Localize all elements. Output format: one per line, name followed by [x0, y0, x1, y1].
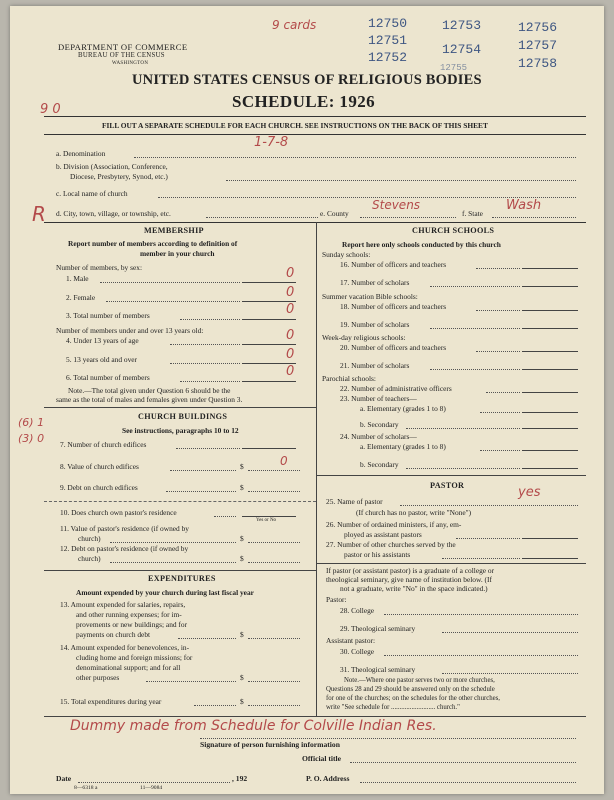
q5-over13-label: 5. 13 years old and over [66, 355, 138, 364]
summer-label: Summer vacation Bible schools: [322, 292, 418, 301]
dollar-sign: $ [240, 462, 244, 471]
q15-field[interactable] [248, 705, 300, 706]
expenditures-sub: Amount expended by your church during last fiscal year [76, 588, 254, 597]
handwritten-margin-6: (6) 1 [18, 416, 45, 429]
weekday-label: Week-day religious schools: [322, 333, 406, 342]
schedule-title: SCHEDULE: 1926 [232, 92, 376, 111]
q30-field[interactable] [384, 655, 578, 656]
schools-sub: Report here only schools conducted by this church [342, 240, 501, 249]
q31-field[interactable] [442, 673, 578, 674]
stamp-number: 12755 [440, 63, 468, 73]
denomination-field[interactable] [134, 157, 576, 158]
q22-field[interactable] [522, 392, 578, 393]
q26-label-2: ployed as assistant pastors [344, 530, 422, 539]
denomination-label: a. Denomination [56, 149, 106, 158]
q16-field[interactable] [522, 268, 578, 269]
q13-label: 13. Amount expended for salaries, repairs, [60, 600, 186, 609]
sunday-label: Sunday schools: [322, 250, 371, 259]
q23b-label: b. Secondary [360, 420, 399, 429]
q3-value: 0 [286, 302, 295, 317]
division-field[interactable] [226, 180, 576, 181]
q18-field[interactable] [522, 310, 578, 311]
q14-label-4: other purposes [76, 673, 120, 682]
q29-label: 29. Theological seminary [340, 624, 416, 633]
by-sex-label: Number of members, by sex: [56, 263, 142, 272]
handwritten-county: Stevens [372, 198, 421, 212]
q23b-field[interactable] [522, 428, 578, 429]
q1-value: 0 [286, 266, 295, 281]
parochial-label: Parochial schools: [322, 374, 376, 383]
q27-field[interactable] [522, 558, 578, 559]
pastor-note: Note.—Where one pastor serves two or more churches, [344, 677, 495, 684]
graduate-intro-2: theological seminary, give name of institution below. (If [326, 575, 492, 584]
county-field[interactable] [360, 217, 456, 218]
q26-label: 26. Number of ordained ministers, if any, em- [326, 520, 462, 529]
q12-label-2: church) [78, 554, 101, 563]
q24a-label: a. Elementary (grades 1 to 8) [360, 442, 446, 451]
po-address-field[interactable] [360, 782, 576, 783]
year-label: , 192 [232, 774, 248, 783]
handwritten-cards: 9 cards [272, 18, 317, 32]
q28-field[interactable] [384, 614, 578, 615]
q13-field[interactable] [248, 638, 300, 639]
dollar-sign: $ [240, 630, 244, 639]
q24b-field[interactable] [522, 468, 578, 469]
q24a-field[interactable] [522, 450, 578, 451]
q8-field[interactable] [248, 470, 300, 471]
q14-field[interactable] [248, 681, 300, 682]
po-address-label: P. O. Address [306, 774, 350, 783]
q21-label: 21. Number of scholars [340, 361, 410, 370]
handwritten-signature: Dummy made from Schedule for Colville Indian Res. [70, 718, 437, 734]
q17-label: 17. Number of scholars [340, 278, 410, 287]
stamp-number: 12753 [442, 18, 482, 33]
q27-label: 27. Number of other churches served by the [326, 540, 456, 549]
membership-note-2: same as the total of males and females given under Question 3. [56, 395, 243, 404]
official-title-label: Official title [302, 754, 342, 763]
official-title-field[interactable] [350, 762, 576, 763]
q18-label: 18. Number of officers and teachers [340, 302, 447, 311]
q10-label: 10. Does church own pastor's residence [60, 508, 177, 517]
dollar-sign: $ [240, 483, 244, 492]
stamp-number: 12750 [368, 16, 408, 31]
q3-total-label: 3. Total number of members [66, 311, 150, 320]
q2-female-label: 2. Female [66, 293, 96, 302]
q23a-field[interactable] [522, 412, 578, 413]
local-name-label: c. Local name of church [56, 189, 128, 198]
q14-label: 14. Amount expended for benevolences, in- [60, 643, 190, 652]
q13-label-3: provements or new buildings; and for [76, 620, 188, 629]
graduate-intro-3: not a graduate, write "No" in the space indicated.) [340, 584, 488, 593]
q25-field[interactable] [400, 505, 578, 506]
stamp-number: 12751 [368, 33, 408, 48]
q10-field[interactable] [242, 516, 296, 517]
q11-label-2: church) [78, 534, 101, 543]
q16-label: 16. Number of officers and teachers [340, 260, 447, 269]
q24-label: 24. Number of scholars— [340, 432, 417, 441]
pastor-note-3: for one of the churches; on the schedules for the other churches, [326, 695, 501, 702]
county-label: e. County [320, 209, 349, 218]
handwritten-denomination-code: 1-7-8 [254, 135, 289, 150]
q20-label: 20. Number of officers and teachers [340, 343, 447, 352]
q23a-label: a. Elementary (grades 1 to 8) [360, 404, 446, 413]
dollar-sign: $ [240, 534, 244, 543]
signature-label: Signature of person furnishing information [200, 740, 340, 749]
stamp-number: 12752 [368, 50, 408, 65]
print-code: 11—9084 [140, 785, 163, 791]
q12-field[interactable] [248, 562, 300, 563]
q5-value: 0 [286, 347, 295, 362]
q24b-label: b. Secondary [360, 460, 399, 469]
q4-under13-label: 4. Under 13 years of age [66, 336, 139, 345]
stamp-number: 12758 [518, 56, 558, 71]
q9-field[interactable] [248, 491, 300, 492]
q17-field[interactable] [522, 286, 578, 287]
form-title: UNITED STATES CENSUS OF RELIGIOUS BODIES [132, 72, 482, 88]
form-number: 8—6318 a [74, 785, 98, 791]
stamp-number: 12754 [442, 42, 482, 57]
date-field[interactable] [78, 782, 230, 783]
signature-field[interactable] [200, 738, 576, 739]
instruction-text: FILL OUT A SEPARATE SCHEDULE FOR EACH CHURCH. SEE INSTRUCTIONS ON THE BACK OF THIS SHEET [102, 121, 488, 130]
handwritten-margin-3: (3) 0 [18, 432, 45, 445]
q29-field[interactable] [442, 632, 578, 633]
q11-label: 11. Value of pastor's residence (if owned by [60, 524, 189, 533]
dollar-sign: $ [240, 554, 244, 563]
q11-field[interactable] [248, 542, 300, 543]
handwritten-margin-r: R [32, 202, 46, 226]
yes-no-hint: Yes or No [256, 518, 277, 523]
q25-hint: (If church has no pastor, write "None") [356, 508, 472, 517]
q7-field[interactable] [242, 448, 296, 449]
graduate-intro: If pastor (or assistant pastor) is a graduate of a college or [326, 566, 495, 575]
stamp-number: 12756 [518, 20, 558, 35]
membership-intro-2: member in your church [140, 249, 215, 258]
state-field[interactable] [492, 217, 576, 218]
membership-note: Note.—The total given under Question 6 should be the [68, 386, 231, 395]
schools-heading: CHURCH SCHOOLS [412, 226, 495, 235]
q9-label: 9. Debt on church edifices [60, 483, 138, 492]
state-label: f. State [462, 209, 483, 218]
q7-label: 7. Number of church edifices [60, 440, 147, 449]
q19-field[interactable] [522, 328, 578, 329]
handwritten-state: Wash [506, 198, 542, 213]
buildings-sub: See instructions, paragraphs 10 to 12 [122, 426, 239, 435]
q6-value: 0 [286, 364, 295, 379]
q25-label: 25. Name of pastor [326, 497, 383, 506]
pastor-note-4: write "See schedule for .......................... church." [326, 704, 460, 711]
q14-label-2: cluding home and foreign missions; for [76, 653, 193, 662]
q6-total-label: 6. Total number of members [66, 373, 150, 382]
city-field[interactable] [206, 217, 318, 218]
membership-heading: MEMBERSHIP [144, 226, 204, 235]
q30-label: 30. College [340, 647, 375, 656]
asst-pastor-label: Assistant pastor: [326, 636, 376, 645]
division-label: b. Division (Association, Conference, [56, 162, 168, 171]
census-schedule-form [10, 6, 604, 794]
q26-field[interactable] [522, 538, 578, 539]
q3-total-field[interactable] [242, 319, 296, 320]
handwritten-pastor: yes [518, 485, 541, 500]
date-label: Date [56, 774, 72, 783]
expenditures-heading: EXPENDITURES [148, 574, 216, 583]
handwritten-note: 9 0 [40, 102, 61, 117]
q31-label: 31. Theological seminary [340, 665, 416, 674]
q4-field[interactable] [242, 344, 296, 345]
q12-label: 12. Debt on pastor's residence (if owned by [60, 544, 189, 553]
q28-label: 28. College [340, 606, 375, 615]
division-label-2: Diocese, Presbytery, Synod, etc.) [70, 172, 168, 181]
q6-field[interactable] [242, 381, 296, 382]
city-field-label: d. City, town, village, or township, etc. [56, 209, 171, 218]
dollar-sign: $ [240, 673, 244, 682]
membership-intro: Report number of members according to definition of [68, 239, 238, 248]
dollar-sign: $ [240, 697, 244, 706]
q13-label-2: and other running expenses; for im- [76, 610, 182, 619]
q4-value: 0 [286, 328, 295, 343]
q1-male-label: 1. Male [66, 274, 89, 283]
pastor-heading: PASTOR [430, 481, 465, 490]
q13-label-4: payments on church debt [76, 630, 151, 639]
buildings-heading: CHURCH BUILDINGS [138, 412, 228, 421]
q23-label: 23. Number of teachers— [340, 394, 417, 403]
city-label: WASHINGTON [112, 61, 149, 66]
q1-male-field[interactable] [242, 282, 296, 283]
q8-label: 8. Value of church edifices [60, 462, 139, 471]
q15-label: 15. Total expenditures during year [60, 697, 162, 706]
q20-field[interactable] [522, 351, 578, 352]
department-label: DEPARTMENT OF COMMERCE [58, 42, 188, 52]
bureau-label: BUREAU OF THE CENSUS [78, 52, 165, 59]
q21-field[interactable] [522, 369, 578, 370]
age-label: Number of members under and over 13 years old: [56, 326, 204, 335]
pastor-note-2: Questions 28 and 29 should be answered only on the schedule [326, 686, 495, 693]
q14-label-3: denominational support; and for all [76, 663, 181, 672]
stamp-number: 12757 [518, 38, 558, 53]
q8-value: 0 [280, 454, 288, 468]
q27-label-2: pastor or his assistants [344, 550, 411, 559]
q22-label: 22. Number of administrative officers [340, 384, 452, 393]
q19-label: 19. Number of scholars [340, 320, 410, 329]
q2-value: 0 [286, 285, 295, 300]
pastor-sub-label: Pastor: [326, 595, 347, 604]
